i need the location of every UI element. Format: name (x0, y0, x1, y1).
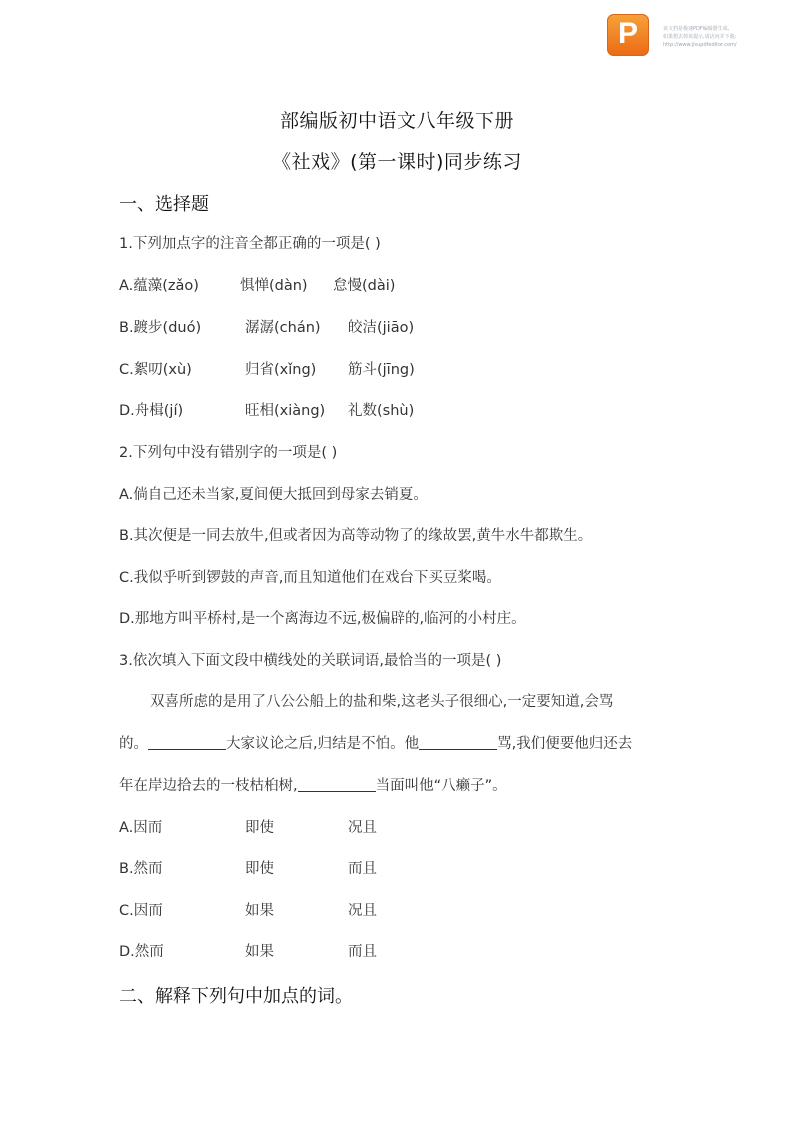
q3-passage-line1: 双喜所虑的是用了八公公船上的盐和柴,这老头子很细心,一定要知道,会骂 (150, 694, 614, 710)
logo-letter: P (617, 17, 638, 50)
option-item: A.因而 (119, 820, 163, 836)
q1-option-c (0, 358, 794, 378)
option-item: B.然而 (119, 861, 163, 877)
watermark-line: 该文档是极速PDF编辑器生成, (663, 26, 730, 32)
option-item: C.絮叨(xù) (119, 362, 192, 378)
fill-blank-1 (148, 735, 226, 750)
q3-option-a (0, 816, 794, 836)
option-item: C.因而 (119, 903, 163, 919)
option-item: A.蕴藻(zǎo) (119, 278, 199, 294)
option-item: 怠慢(dài) (333, 278, 396, 294)
passage-text: 年在岸边拾去的一枝枯桕树, (119, 778, 298, 794)
q3-passage-line3 (119, 774, 507, 795)
q1-stem: 1.下列加点字的注音全都正确的一项是( ) (119, 236, 381, 252)
option-item: B.踱步(duó) (119, 320, 202, 336)
watermark-line: 如果想去掉该提示,请访问并下载: (663, 34, 737, 40)
fill-blank-3 (298, 777, 376, 792)
passage-text: 当面叫他“八癞子”。 (375, 778, 507, 794)
option-item: 筋斗(jīng) (348, 362, 415, 378)
option-item: 礼数(shù) (348, 403, 415, 419)
option-item: 皎洁(jiāo) (348, 320, 415, 336)
q2-option-d: D.那地方叫平桥村,是一个离海边不远,极偏辟的,临河的小村庄。 (119, 611, 526, 627)
option-item: 而且 (348, 944, 377, 960)
option-item: 即使 (245, 861, 274, 877)
q2-option-b: B.其次便是一同去放牛,但或者因为高等动物了的缘故罢,黄牛水牛都欺生。 (119, 528, 593, 544)
option-item: 旺相(xiàng) (245, 403, 326, 419)
passage-text: 骂,我们便要他归还去 (497, 736, 633, 752)
passage-text: 大家议论之后,归结是不怕。他 (226, 736, 420, 752)
fill-blank-2 (419, 735, 497, 750)
option-item: 如果 (245, 903, 274, 919)
q2-option-c: C.我似乎听到锣鼓的声音,而且知道他们在戏台下买豆桨喝。 (119, 570, 501, 586)
q3-passage-line2 (119, 732, 632, 753)
q1-option-a (0, 274, 794, 294)
option-item: D.然而 (119, 944, 164, 960)
doc-subtitle: 《社戏》(第一课时)同步练习 (272, 151, 522, 173)
q1-option-b (0, 316, 794, 336)
q3-option-b (0, 857, 794, 877)
option-item: 而且 (348, 861, 377, 877)
option-item: 即使 (245, 820, 274, 836)
section-heading-choice: 一、选择题 (119, 194, 209, 215)
option-item: 如果 (245, 944, 274, 960)
q3-option-d (0, 940, 794, 960)
option-item: 惧惮(dàn) (240, 278, 308, 294)
q2-stem: 2.下列句中没有错别字的一项是( ) (119, 445, 338, 461)
q3-option-c (0, 899, 794, 919)
q1-option-d (0, 399, 794, 419)
watermark-link[interactable]: http://www.jisupdfeditor.com/ (663, 42, 737, 48)
q2-option-a: A.倘自己还未当家,夏间便大抵回到母家去销夏。 (119, 487, 428, 503)
app-logo (607, 14, 649, 56)
section-heading-explain: 二、解释下列句中加点的词。 (119, 986, 353, 1007)
option-item: D.舟楫(jí) (119, 403, 184, 419)
option-item: 况且 (348, 903, 377, 919)
option-item: 归省(xǐng) (245, 362, 317, 378)
watermark-notice (663, 25, 791, 49)
option-item: 潺潺(chán) (245, 320, 321, 336)
q3-stem: 3.依次填入下面文段中横线处的关联词语,最恰当的一项是( ) (119, 653, 502, 669)
option-item: 况且 (348, 820, 377, 836)
doc-title: 部编版初中语文八年级下册 (279, 110, 514, 132)
passage-text: 的。 (119, 736, 148, 752)
